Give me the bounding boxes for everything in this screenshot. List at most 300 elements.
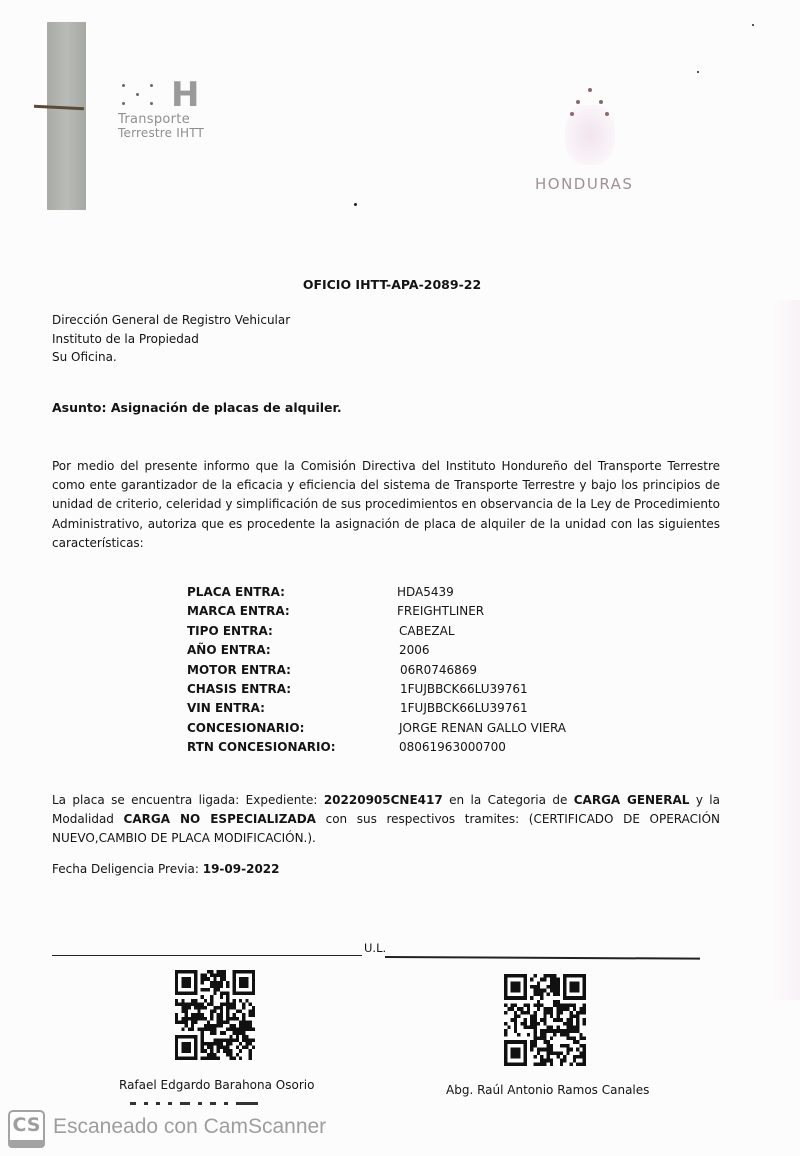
qr-module bbox=[191, 1013, 194, 1017]
qr-module bbox=[547, 1040, 550, 1044]
text-segment: en la Categoria de bbox=[442, 793, 574, 807]
qr-module bbox=[213, 1038, 216, 1042]
qr-module bbox=[576, 1022, 579, 1026]
qr-module bbox=[249, 1028, 252, 1032]
qr-module bbox=[583, 1059, 586, 1063]
qr-module bbox=[194, 999, 197, 1003]
qr-module bbox=[573, 1007, 576, 1011]
qr-module bbox=[181, 1010, 184, 1014]
qr-module bbox=[583, 1007, 586, 1011]
qr-module bbox=[556, 1055, 559, 1059]
qr-module bbox=[242, 1031, 245, 1035]
qr-module bbox=[220, 1017, 223, 1021]
body-paragraph: Por medio del presente informo que la Comisión Directiva del Instituto Hondureño del Transporte Terrestre como ente garantizador de la eficacia y eficiencia del sistema de Transporte Terrestre y bajo los principios de unidad de criterio, celeridad y simplificación de sus procedimientos en observancia de la Ley de Procedimiento Administrativo, autoriza que es procedente la asignación de placa de alquiler de la unidad con las siguientes características: bbox=[52, 459, 720, 550]
qr-module bbox=[553, 985, 556, 989]
qr-module bbox=[576, 1062, 579, 1066]
qr-module bbox=[573, 1037, 576, 1041]
qr-module bbox=[245, 1024, 248, 1028]
qr-module bbox=[226, 1042, 229, 1046]
qr-module bbox=[220, 992, 223, 996]
spec-value: 06R0746869 bbox=[400, 662, 478, 677]
qr-module bbox=[511, 981, 521, 992]
qr-module bbox=[550, 981, 553, 985]
qr-module bbox=[220, 1010, 223, 1014]
qr-module bbox=[249, 1024, 252, 1028]
qr-module bbox=[566, 1048, 569, 1052]
qr-module bbox=[239, 977, 249, 988]
qr-module bbox=[560, 1018, 563, 1022]
qr-module bbox=[210, 1042, 213, 1046]
qr-module bbox=[242, 1046, 245, 1050]
qr-module bbox=[226, 981, 229, 985]
qr-module bbox=[514, 1014, 517, 1018]
qr-module bbox=[566, 1007, 569, 1011]
qr-module bbox=[537, 1037, 540, 1041]
qr-module bbox=[207, 1024, 210, 1028]
qr-module bbox=[175, 1020, 178, 1024]
qr-module bbox=[566, 1026, 569, 1030]
qr-module bbox=[185, 1013, 188, 1017]
qr-module bbox=[207, 1002, 210, 1006]
qr-module bbox=[204, 1017, 207, 1021]
spec-value: 1FUJBBCK66LU39761 bbox=[400, 681, 528, 696]
qr-module bbox=[213, 1042, 216, 1046]
qr-module bbox=[197, 1028, 200, 1032]
qr-module bbox=[217, 970, 220, 974]
qr-code-icon[interactable] bbox=[504, 974, 586, 1066]
qr-module bbox=[210, 1046, 213, 1050]
qr-module bbox=[550, 989, 553, 993]
qr-module bbox=[511, 1018, 514, 1022]
spec-value: JORGE RENAN GALLO VIERA bbox=[399, 720, 567, 735]
qr-module bbox=[245, 1020, 248, 1024]
spec-row bbox=[187, 583, 566, 602]
qr-module bbox=[547, 985, 550, 989]
spec-row bbox=[187, 680, 566, 699]
qr-module bbox=[504, 1011, 507, 1015]
qr-module bbox=[566, 1033, 569, 1037]
qr-module bbox=[540, 989, 543, 993]
qr-module bbox=[229, 1024, 232, 1028]
qr-module bbox=[550, 1026, 553, 1030]
qr-module bbox=[210, 995, 213, 999]
qr-module bbox=[576, 1014, 579, 1018]
qr-module bbox=[175, 1017, 178, 1021]
qr-module bbox=[530, 1022, 533, 1026]
qr-module bbox=[570, 1022, 573, 1026]
qr-module bbox=[553, 981, 556, 985]
qr-module bbox=[233, 999, 236, 1003]
qr-module bbox=[226, 992, 229, 996]
qr-module bbox=[201, 1028, 204, 1032]
qr-module bbox=[507, 1026, 510, 1030]
qr-module bbox=[220, 1013, 223, 1017]
qr-module bbox=[556, 1011, 559, 1015]
qr-module bbox=[579, 1051, 582, 1055]
qr-module bbox=[553, 989, 556, 993]
qr-module bbox=[210, 1056, 213, 1060]
qr-module bbox=[249, 1049, 252, 1053]
qr-module bbox=[252, 1028, 255, 1032]
qr-module bbox=[207, 1053, 210, 1057]
qr-module bbox=[229, 1006, 232, 1010]
qr-module bbox=[204, 974, 207, 978]
qr-module bbox=[217, 1024, 220, 1028]
spec-row bbox=[187, 602, 566, 621]
qr-module bbox=[204, 999, 207, 1003]
ihtt-logo bbox=[116, 75, 236, 150]
qr-module bbox=[547, 1048, 550, 1052]
qr-module bbox=[207, 1042, 210, 1046]
qr-module bbox=[217, 1038, 220, 1042]
qr-module bbox=[210, 1010, 213, 1014]
qr-module bbox=[520, 1011, 523, 1015]
qr-module bbox=[201, 977, 204, 981]
text-segment: La placa se encuentra ligada: Expediente: bbox=[52, 793, 324, 807]
qr-module bbox=[583, 1062, 586, 1066]
qr-module bbox=[579, 1055, 582, 1059]
qr-module bbox=[210, 974, 213, 978]
scan-speck bbox=[354, 203, 357, 206]
qr-module bbox=[181, 1006, 184, 1010]
qr-module bbox=[217, 974, 220, 978]
qr-module bbox=[573, 1059, 576, 1063]
qr-module bbox=[194, 1017, 197, 1021]
qr-module bbox=[553, 1018, 556, 1022]
qr-module bbox=[507, 1007, 510, 1011]
qr-module bbox=[547, 1044, 550, 1048]
spec-row bbox=[187, 738, 566, 757]
qr-module bbox=[201, 1038, 204, 1042]
qr-module bbox=[576, 1011, 579, 1015]
qr-module bbox=[579, 1037, 582, 1041]
qr-module bbox=[550, 1037, 553, 1041]
qr-module bbox=[514, 1022, 517, 1026]
qr-module bbox=[576, 1029, 579, 1033]
qr-module bbox=[534, 1026, 537, 1030]
qr-module bbox=[185, 1006, 188, 1010]
qr-module bbox=[201, 1056, 204, 1060]
qr-module bbox=[573, 1003, 576, 1007]
qr-module bbox=[553, 1051, 556, 1055]
qr-module bbox=[537, 981, 540, 985]
spec-label: PLACA ENTRA: bbox=[187, 585, 285, 599]
spec-label: CHASIS ENTRA: bbox=[187, 681, 292, 696]
qr-module bbox=[229, 1017, 232, 1021]
qr-module bbox=[527, 1011, 530, 1015]
qr-module bbox=[242, 1013, 245, 1017]
qr-module bbox=[175, 1013, 178, 1017]
spec-label: MARCA ENTRA: bbox=[187, 604, 290, 619]
qr-module bbox=[583, 1003, 586, 1007]
qr-module bbox=[223, 1046, 226, 1050]
qr-module bbox=[249, 1056, 252, 1060]
qr-module bbox=[570, 1048, 573, 1052]
qr-module bbox=[242, 1024, 245, 1028]
qr-module bbox=[207, 970, 210, 974]
qr-module bbox=[524, 1026, 527, 1030]
vehicle-specs bbox=[187, 583, 566, 758]
qr-module bbox=[226, 1046, 229, 1050]
qr-module bbox=[223, 1020, 226, 1024]
qr-module bbox=[550, 985, 553, 989]
spec-value: 08061963000700 bbox=[399, 740, 506, 755]
qr-module bbox=[226, 1053, 229, 1057]
ihtt-logo-letter: H bbox=[171, 75, 200, 115]
qr-module bbox=[514, 1018, 517, 1022]
qr-module bbox=[527, 1026, 530, 1030]
qr-module bbox=[239, 1028, 242, 1032]
qr-module bbox=[563, 1059, 566, 1063]
qr-module bbox=[217, 1017, 220, 1021]
qr-module bbox=[540, 978, 543, 982]
qr-module bbox=[210, 1028, 213, 1032]
qr-module bbox=[556, 989, 559, 993]
qr-module bbox=[540, 996, 543, 1000]
qr-module bbox=[537, 1022, 540, 1026]
qr-module bbox=[236, 1035, 239, 1039]
scan-speck bbox=[697, 71, 699, 73]
qr-module bbox=[194, 1013, 197, 1017]
qr-module bbox=[191, 999, 194, 1003]
qr-module bbox=[566, 1029, 569, 1033]
qr-module bbox=[213, 1031, 216, 1035]
qr-module bbox=[534, 1014, 537, 1018]
spec-label: MOTOR ENTRA: bbox=[187, 662, 291, 677]
qr-module bbox=[576, 1040, 579, 1044]
qr-module bbox=[530, 1048, 533, 1052]
qr-module bbox=[550, 1062, 553, 1066]
scan-shadow bbox=[770, 300, 800, 1000]
qr-module bbox=[556, 1014, 559, 1018]
qr-module bbox=[220, 1042, 223, 1046]
qr-module bbox=[220, 977, 223, 981]
qr-module bbox=[537, 992, 540, 996]
qr-module bbox=[178, 1020, 181, 1024]
qr-module bbox=[201, 1017, 204, 1021]
qr-module bbox=[249, 1013, 252, 1017]
qr-module bbox=[201, 995, 204, 999]
qr-module bbox=[229, 1049, 232, 1053]
qr-module bbox=[207, 988, 210, 992]
qr-module bbox=[226, 1028, 229, 1032]
spec-row bbox=[187, 622, 566, 641]
qr-module bbox=[229, 1042, 232, 1046]
qr-module bbox=[217, 1042, 220, 1046]
qr-module bbox=[511, 1007, 514, 1011]
qr-module bbox=[210, 970, 213, 974]
qr-module bbox=[229, 1028, 232, 1032]
qr-module bbox=[550, 1044, 553, 1048]
qr-module bbox=[560, 1011, 563, 1015]
camscanner-logo-icon bbox=[8, 1110, 45, 1148]
qr-module bbox=[233, 1028, 236, 1032]
qr-module bbox=[229, 1053, 232, 1057]
qr-module bbox=[543, 1037, 546, 1041]
qr-module bbox=[236, 1017, 239, 1021]
qr-module bbox=[553, 1000, 556, 1004]
qr-module bbox=[185, 1002, 188, 1006]
qr-code-icon[interactable] bbox=[175, 970, 255, 1060]
qr-module bbox=[217, 1013, 220, 1017]
qr-module bbox=[556, 1000, 559, 1004]
qr-module bbox=[543, 1029, 546, 1033]
signer-name-left: Rafael Edgardo Barahona Osorio bbox=[119, 1078, 315, 1092]
qr-module bbox=[226, 1017, 229, 1021]
qr-module bbox=[583, 1048, 586, 1052]
qr-module bbox=[249, 1038, 252, 1042]
qr-module bbox=[239, 1010, 242, 1014]
modalidad-value: CARGA NO ESPECIALIZADA bbox=[123, 812, 316, 826]
qr-module bbox=[550, 1051, 553, 1055]
qr-module bbox=[181, 977, 191, 988]
qr-module bbox=[547, 1059, 550, 1063]
qr-module bbox=[583, 1051, 586, 1055]
qr-module bbox=[249, 1042, 252, 1046]
qr-module bbox=[504, 1003, 507, 1007]
qr-module bbox=[181, 1002, 184, 1006]
qr-module bbox=[583, 1055, 586, 1059]
qr-module bbox=[239, 1042, 242, 1046]
qr-module bbox=[210, 1049, 213, 1053]
qr-module bbox=[191, 1020, 194, 1024]
spec-value: 1FUJBBCK66LU39761 bbox=[400, 701, 528, 716]
qr-module bbox=[530, 1040, 533, 1044]
qr-module bbox=[534, 1022, 537, 1026]
qr-module bbox=[530, 996, 533, 1000]
signature-line-left bbox=[52, 955, 362, 956]
qr-module bbox=[188, 1028, 191, 1032]
qr-module bbox=[540, 992, 543, 996]
qr-module bbox=[520, 1022, 523, 1026]
spec-value: 2006 bbox=[399, 643, 430, 658]
qr-module bbox=[226, 999, 229, 1003]
qr-module bbox=[239, 999, 242, 1003]
qr-module bbox=[566, 1037, 569, 1041]
qr-module bbox=[201, 1002, 204, 1006]
spec-label: AÑO ENTRA: bbox=[187, 643, 271, 658]
qr-module bbox=[249, 1020, 252, 1024]
qr-module bbox=[252, 1046, 255, 1050]
qr-module bbox=[573, 1029, 576, 1033]
qr-module bbox=[229, 1002, 232, 1006]
qr-module bbox=[217, 1049, 220, 1053]
qr-module bbox=[560, 1044, 563, 1048]
qr-module bbox=[530, 1026, 533, 1030]
addressee-line: Dirección General de Registro Vehicular bbox=[52, 313, 291, 327]
qr-module bbox=[566, 1044, 569, 1048]
qr-module bbox=[223, 1002, 226, 1006]
qr-module bbox=[547, 1026, 550, 1030]
qr-module bbox=[547, 974, 550, 978]
qr-module bbox=[550, 1048, 553, 1052]
qr-module bbox=[197, 1013, 200, 1017]
qr-module bbox=[252, 1006, 255, 1010]
qr-module bbox=[210, 999, 213, 1003]
qr-module bbox=[201, 1049, 204, 1053]
qr-module bbox=[576, 1048, 579, 1052]
qr-module bbox=[534, 1044, 537, 1048]
qr-module bbox=[245, 1046, 248, 1050]
qr-module bbox=[553, 1033, 556, 1037]
qr-module bbox=[530, 985, 533, 989]
qr-module bbox=[553, 978, 556, 982]
qr-module bbox=[220, 970, 223, 974]
qr-module bbox=[537, 1000, 540, 1004]
qr-module bbox=[514, 1029, 517, 1033]
qr-module bbox=[540, 1018, 543, 1022]
qr-module bbox=[576, 1018, 579, 1022]
qr-module bbox=[570, 981, 580, 992]
qr-module bbox=[527, 1033, 530, 1037]
qr-module bbox=[236, 1031, 239, 1035]
qr-module bbox=[252, 1010, 255, 1014]
qr-module bbox=[550, 1014, 553, 1018]
qr-module bbox=[537, 985, 540, 989]
qr-module bbox=[543, 974, 546, 978]
qr-module bbox=[175, 999, 178, 1003]
qr-module bbox=[188, 1017, 191, 1021]
qr-module bbox=[550, 1007, 553, 1011]
qr-module bbox=[242, 1017, 245, 1021]
qr-module bbox=[540, 1062, 543, 1066]
qr-module bbox=[197, 1010, 200, 1014]
qr-module bbox=[543, 978, 546, 982]
qr-module bbox=[233, 1013, 236, 1017]
honduras-logo bbox=[535, 85, 655, 195]
qr-module bbox=[213, 1053, 216, 1057]
qr-module bbox=[543, 1059, 546, 1063]
spec-label: CONCESIONARIO: bbox=[187, 720, 305, 735]
qr-module bbox=[220, 1031, 223, 1035]
qr-module bbox=[245, 1028, 248, 1032]
qr-module bbox=[191, 1017, 194, 1021]
qr-module bbox=[534, 1062, 537, 1066]
qr-module bbox=[252, 1038, 255, 1042]
qr-module bbox=[537, 1007, 540, 1011]
qr-module bbox=[181, 1020, 184, 1024]
qr-module bbox=[217, 1006, 220, 1010]
qr-module bbox=[553, 992, 556, 996]
qr-module bbox=[560, 1062, 563, 1066]
qr-module bbox=[233, 1031, 236, 1035]
qr-module bbox=[175, 1002, 178, 1006]
qr-module bbox=[573, 1026, 576, 1030]
qr-module bbox=[543, 1033, 546, 1037]
qr-module bbox=[530, 1044, 533, 1048]
qr-module bbox=[543, 1018, 546, 1022]
qr-module bbox=[534, 1018, 537, 1022]
fecha-value: 19-09-2022 bbox=[202, 862, 280, 876]
qr-module bbox=[556, 1026, 559, 1030]
qr-module bbox=[570, 1062, 573, 1066]
honduras-logo-text: HONDURAS bbox=[535, 175, 634, 193]
qr-module bbox=[534, 985, 537, 989]
qr-module bbox=[204, 1024, 207, 1028]
qr-module bbox=[223, 974, 226, 978]
qr-module bbox=[534, 1040, 537, 1044]
qr-module bbox=[217, 1056, 220, 1060]
qr-module bbox=[229, 1056, 232, 1060]
qr-module bbox=[530, 978, 533, 982]
qr-module bbox=[537, 989, 540, 993]
qr-module bbox=[236, 1010, 239, 1014]
qr-module bbox=[547, 1055, 550, 1059]
qr-module bbox=[226, 1013, 229, 1017]
spec-value: CABEZAL bbox=[399, 623, 455, 638]
ihtt-logo-icon bbox=[120, 82, 160, 112]
scan-edge-strip bbox=[47, 22, 86, 210]
